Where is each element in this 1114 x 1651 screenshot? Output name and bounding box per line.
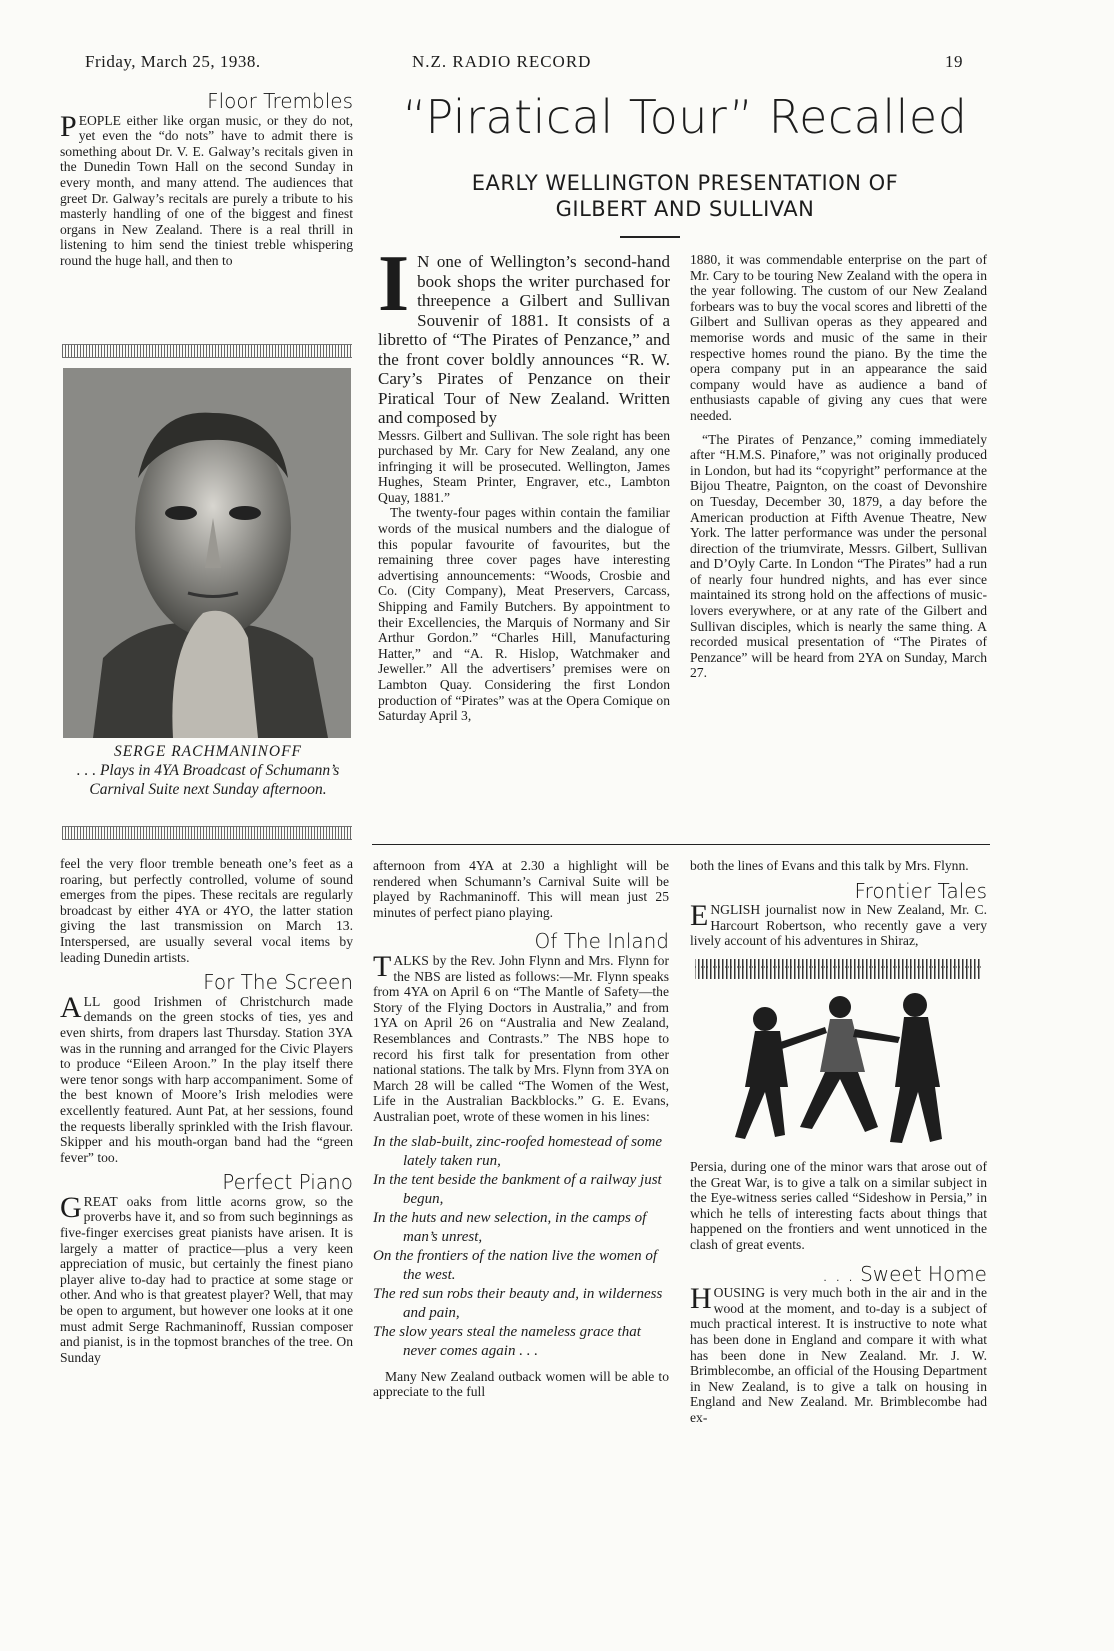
caption-name: SERGE RACHMANINOFF [113, 743, 303, 760]
drop-cap: I [378, 240, 410, 328]
article-column-1 [378, 240, 670, 724]
subhead-line: GILBERT AND SULLIVAN [555, 197, 815, 221]
floor-trembles-continued: feel the very floor tremble beneath one’s feet as a roaring, but perfectly controlled, volume of sound emerges from the pipes. These recitals are regularly broadcast by either 4YA or 4YO, the latter station giving the last transmission on March 13. Interspersed, are usually several vocal items by leading Dunedin artists. [60, 856, 353, 965]
frontier-tales-text: NGLISH journalist now in New Zealand, Mr. C. Harcourt Robertson, who recently gave a very lively account of his adventures in Shiraz, [690, 902, 987, 949]
of-the-inland-text: Many New Zealand outback women will be able to appreciate to the full [373, 1368, 669, 1400]
caption-text: . . . Plays in 4YA Broadcast of Schumann’s Carnival Suite next Sunday afternoon. [76, 762, 340, 798]
article-paragraph: Messrs. Gilbert and Sullivan. The sole right has been purchased by Mr. Cary for New Zealand, any one infringing it will be prosecuted. Wellington, James Hughes, Steam Printer, Engraver, etc., Lambton Quay, 1881.” [378, 427, 670, 505]
sweet-home-text: OUSING is very much both in the air and in the wood at the moment, and to-day is a subject of much practical interest. It is instructive to note what has been done in England and compare it with what has been done in New Zealand. Mr. J. W. Brimblecombe, an official of the Housing Department in New Zealand, is to give a talk on housing in England and New Zealand. Mr. Brimblecombe had ex- [690, 1285, 987, 1425]
perfect-piano-heading: Perfect Piano [222, 1170, 353, 1195]
left-column-lower [60, 856, 353, 1365]
sweet-home-heading: . . . Sweet Home [821, 1261, 987, 1286]
wavy-divider [62, 344, 352, 358]
subhead-line: EARLY WELLINGTON PRESENTATION OF [471, 171, 899, 195]
issue-date: Friday, March 25, 1938. [85, 52, 261, 71]
poem [373, 1133, 669, 1361]
center-column-lower [373, 858, 669, 1400]
of-the-inland-heading: Of The Inland [534, 929, 669, 954]
poem-line: In the slab-built, zinc-roofed homestead of some lately taken run, [373, 1133, 662, 1169]
drop-cap: T [373, 949, 392, 983]
page-number: 19 [945, 52, 963, 71]
publication-name: N.Z. RADIO RECORD [412, 52, 592, 71]
poem-line: In the tent beside the bankment of a railway just begun, [373, 1171, 662, 1207]
perfect-piano-continued: afternoon from 4YA at 2.30 a highlight will be rendered when Schumann’s Carnival Suite will be played by Rachmaninoff. This will mean just 25 minutes of perfect piano playing. [373, 858, 669, 920]
article-lead: N one of Wellington’s second-hand book shops the writer purchased for threepence a Gilbert and Sullivan Souvenir of 1881. It consists of a libretto of “The Pirates of Penzance,” and the front cover boldly announces “R. W. Cary’s Pirates of Penzance on their Piratical Tour of New Zealand. Written and composed by [378, 252, 670, 427]
poem-line: On the frontiers of the nation live the women of the west. [373, 1247, 657, 1283]
drop-cap: E [690, 899, 709, 933]
drop-cap: A [60, 990, 82, 1024]
drop-cap: G [60, 1190, 82, 1224]
portrait-image [63, 368, 351, 738]
floor-trembles-text: EOPLE either like organ music, or they do not, yet even the “do nots” have to admit there is something about Dr. V. E. Galway’s recitals given in the Dunedin Town Hall on the second Sunday in every month, and many attend. The audiences that greet Dr. Galway’s recitals are purely a tribute to his masterly handling of one of the biggest and finest organs in New Zealand. There is a real thrill in listening to him send the tiniest treble whispering round the huge hall, and then to [60, 112, 353, 268]
article-subheadline [400, 170, 970, 222]
photo-caption [62, 742, 354, 799]
dancers-illustration [690, 957, 987, 1153]
article-paragraph: 1880, it was commendable enterprise on the part of Mr. Cary to be touring New Zealand with the opera in the year following. The custom of our New Zealand forbears was to buy the vocal scores and libretti of the Gilbert and Sullivan operas as they appeared and memorise words and music of the same in their respective homes round the piano. By the time the opera company put in an appearance the said company would have as audience a band of enthusiasts capable of giving any cues that were needed. [690, 252, 987, 423]
drop-cap: P [60, 109, 77, 143]
poem-line: In the huts and new selection, in the camps of man’s unrest, [373, 1209, 647, 1245]
floor-trembles-article [60, 88, 353, 269]
rachmaninoff-photo [63, 368, 351, 738]
article-paragraph: The twenty-four pages within contain the familiar words of the musical numbers and the dialogue of this popular favourite of favourites, but the remaining three cover pages have interesting advertising announcements: “Woods, Crosbie and Co. (City Company), Meat Preservers, Carcass, Shipping and Family Butchers. By appointment to their Excellencies, the Marquis of Normany and Sir Arthur Gordon.” “Charles Hill, Manufacturing Hatter,” and “A. R. Hislop, Watchmaker and Jeweller.” All the advertisers’ premises were on Lambton Quay. Considering the first London production of “Pirates” was at the Opera Comique on Saturday April 3, [378, 505, 670, 724]
of-the-inland-text: ALKS by the Rev. John Flynn and Mrs. Flynn for the NBS are listed as follows:—Mr. Flynn speaks from 4YA on April 6 on “The Mantle of Safety—the Story of the Flying Doctors in Australia,” and from 1YA on April 26 on “Australia and New Zealand, Resemblances and Contrasts.” The NBS hope to record his first talk for presentation from other national stations. The talk by Mrs. Flynn from 3YA on March 28 will be called “The Women of the West, Life in the Australian Backblocks.” G. E. Evans, Australian poet, wrote of these women in his lines: [373, 952, 669, 1124]
floor-trembles-heading: Floor Trembles [207, 89, 353, 113]
for-the-screen-text: LL good Irishmen of Christchurch made demands on the green stocks of ties, yes and even shirts, from drapers last Thursday. Station 3YA was in the running and arranged for the Civic Players to produce “Eileen Aroon.” In the play itself there were tenor songs with harp accompaniment. Some of the best known of Moore’s Irish melodies were excellently featured. Aunt Pat, at her sessions, found the requests liberally sprinkled with the Irish flavour. Skipper and his mouth-organ band had the “green fever” too. [60, 993, 353, 1165]
article-column-2 [690, 252, 987, 681]
horizontal-rule [372, 844, 990, 845]
right-column-lower [690, 858, 987, 1425]
dancing-figures-image [690, 957, 987, 1153]
article-headline: “Piratical Tour” Recalled [402, 90, 968, 144]
perfect-piano-text: REAT oaks from little acorns grow, so the proverbs have it, and so from such beginnings as five-finger exercises great pianists have arisen. It is largely a matter of practice—plus a very keen appreciation of music, but certainly the finest piano player alive to-day had to practice at some stage or other. And who is that greatest player? Well, that may be open to argument, but however one looks at it one must admit Serge Rachmaninoff, Russian composer and pianist, is in the topmost branches of the tree. On Sunday [60, 1193, 353, 1365]
wavy-divider [62, 826, 352, 840]
poem-line: The red sun robs their beauty and, in wilderness and pain, [373, 1285, 663, 1321]
poem-line: The slow years steal the nameless grace that never comes again . . . [373, 1323, 641, 1359]
for-the-screen-heading: For The Screen [203, 970, 353, 995]
drop-cap: H [690, 1282, 712, 1316]
frontier-tales-heading: Frontier Tales [854, 878, 987, 903]
frontier-tales-continued: Persia, during one of the minor wars that arose out of the Great War, is to give a talk on a similar subject in the Eye-witness series called “Sideshow in Persia,” in which he tells of interesting facts about things that happened on the frontiers and went unnoticed in the clash of great events. [690, 1158, 987, 1252]
article-paragraph: “The Pirates of Penzance,” coming immediately after “H.M.S. Pinafore,” was not originally produced in London, but had its “copyright” performance at the Bijou Theatre, Paignton, on the coast of Devonshire on Tuesday, December 30, 1879, a day before the American production at Fifth Avenue Theatre, New York. The latter performance was under the personal direction of the triumvirate, Messrs. Gilbert, Sullivan and D’Oyly Carte. In London “The Pirates” had a run of nearly four hundred nights, and has ever since maintained its strong hold on the affections of music-lovers everywhere, or at any rate of the Gilbert and Sullivan disciples, which is nearly the same thing. A recorded musical presentation of “The Pirates of Penzance” will be heard from 2YA on Sunday, March 27. [690, 431, 987, 681]
short-rule [620, 236, 680, 238]
of-the-inland-continued: both the lines of Evans and this talk by Mrs. Flynn. [690, 858, 969, 873]
